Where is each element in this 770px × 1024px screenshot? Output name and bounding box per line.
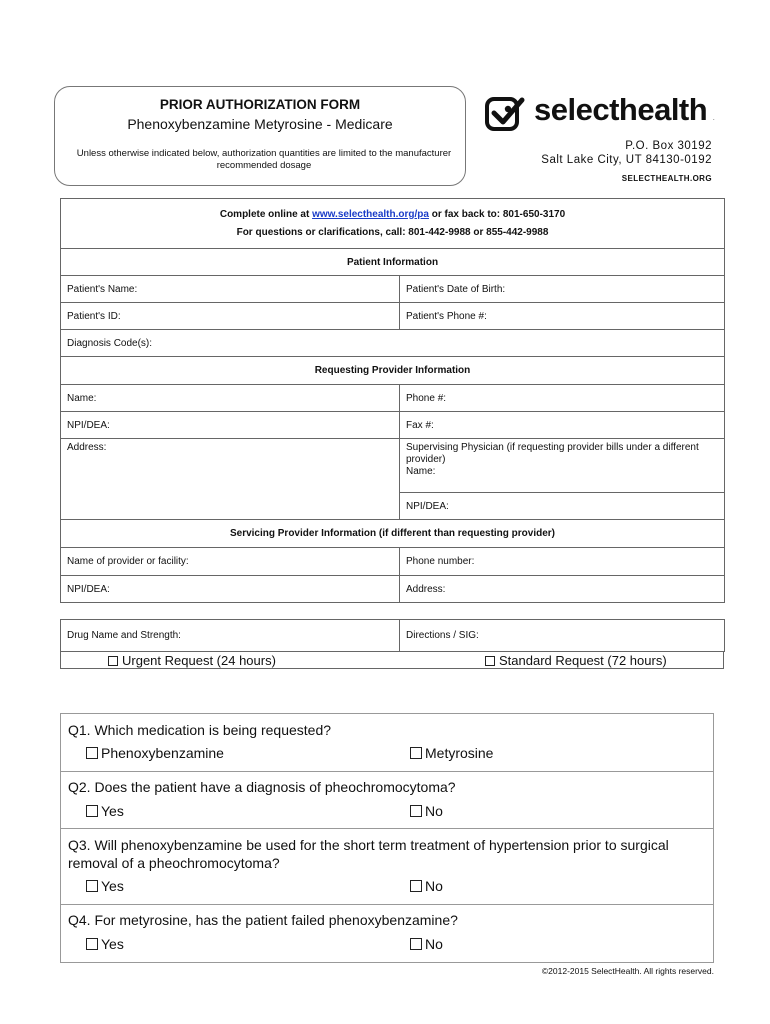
patient-id-field[interactable]: Patient's ID: (61, 303, 400, 330)
question-1: Q1. Which medication is being requested? (68, 722, 332, 738)
drug-table (60, 619, 725, 652)
question-2: Q2. Does the patient have a diagnosis of pheochromocytoma? (68, 779, 456, 795)
q1-option-phenoxybenzamine[interactable] (86, 745, 224, 761)
q4-option-no[interactable] (410, 936, 443, 952)
provider-info-table (60, 198, 725, 603)
supervising-name-label: Name: (406, 466, 436, 477)
servicing-phone-field[interactable]: Phone number: (400, 548, 725, 576)
form-subtitle: Phenoxybenzamine Metyrosine - Medicare (127, 116, 393, 132)
supervising-npi-field[interactable]: NPI/DEA: (400, 493, 725, 520)
option-label: Yes (101, 803, 124, 819)
supervising-physician-label: Supervising Physician (if requesting provider bills under a different provider) (406, 442, 699, 465)
urgent-request-label: Urgent Request (24 hours) (122, 653, 276, 668)
option-label: Yes (101, 878, 124, 894)
checkbox-icon[interactable] (86, 805, 98, 817)
option-label: No (425, 936, 443, 952)
q2-option-yes[interactable] (86, 803, 124, 819)
servicing-name-field[interactable]: Name of provider or facility: (61, 548, 400, 576)
complete-online-prefix: Complete online at (219, 208, 313, 220)
selecthealth-pa-link[interactable]: www.selecthealth.org/pa (312, 208, 429, 220)
option-label: Yes (101, 936, 124, 952)
checkbox-icon[interactable] (108, 656, 118, 666)
requesting-fax-field[interactable]: Fax #: (400, 412, 725, 439)
copyright-footer: ©2012-2015 SelectHealth. All rights reserved. (541, 966, 714, 976)
checkbox-icon[interactable] (410, 747, 422, 759)
directions-sig-field[interactable]: Directions / SIG: (400, 620, 725, 652)
checkbox-icon[interactable] (410, 805, 422, 817)
contact-instructions (61, 199, 725, 249)
question-3: Q3. Will phenoxybenzamine be used for the short term treatment of hypertension prior to surgical removal of a pheochromocytoma? (68, 837, 669, 871)
checkbox-icon[interactable] (86, 938, 98, 950)
patient-section-header: Patient Information (61, 249, 725, 276)
q4-option-yes[interactable] (86, 936, 124, 952)
dosage-note: Unless otherwise indicated below, authorization quantities are limited to the manufacturer recommended dosage (76, 148, 452, 171)
servicing-section-header: Servicing Provider Information (if different than requesting provider) (61, 520, 725, 548)
option-label: Metyrosine (425, 745, 494, 761)
standard-request-label: Standard Request (72 hours) (499, 653, 667, 668)
urgent-request-option[interactable] (108, 653, 276, 668)
requesting-address-field[interactable]: Address: (61, 439, 400, 520)
diagnosis-code-field[interactable]: Diagnosis Code(s): (61, 330, 725, 357)
requesting-section-header: Requesting Provider Information (61, 357, 725, 385)
servicing-address-field[interactable]: Address: (400, 576, 725, 603)
standard-request-option[interactable] (485, 653, 667, 668)
checkbox-icon[interactable] (410, 938, 422, 950)
form-title: PRIOR AUTHORIZATION FORM (159, 97, 361, 112)
option-label: No (425, 878, 443, 894)
questions-phone-text: For questions or clarifications, call: 801-442-9988 or 855-442-9988 (236, 226, 549, 238)
q2-option-no[interactable] (410, 803, 443, 819)
requesting-phone-field[interactable]: Phone #: (400, 385, 725, 412)
question-divider (60, 771, 714, 772)
question-4: Q4. For metyrosine, has the patient failed phenoxybenzamine? (68, 912, 458, 928)
requesting-name-field[interactable]: Name: (61, 385, 400, 412)
q3-option-yes[interactable] (86, 878, 124, 894)
address-po-box: P.O. Box 30192 (625, 140, 712, 152)
patient-name-field[interactable]: Patient's Name: (61, 276, 400, 303)
website-text: SELECTHEALTH.ORG (621, 174, 712, 183)
selecthealth-logo-text: selecthealth (534, 92, 708, 127)
checkbox-icon[interactable] (86, 747, 98, 759)
q1-option-metyrosine[interactable] (410, 745, 493, 761)
drug-name-field[interactable]: Drug Name and Strength: (61, 620, 400, 652)
option-label: Phenoxybenzamine (101, 745, 224, 761)
patient-phone-field[interactable]: Patient's Phone #: (400, 303, 725, 330)
fax-number-text: or fax back to: 801-650-3170 (428, 208, 566, 220)
patient-dob-field[interactable]: Patient's Date of Birth: (400, 276, 725, 303)
servicing-npi-field[interactable]: NPI/DEA: (61, 576, 400, 603)
checkbox-icon[interactable] (86, 880, 98, 892)
option-label: No (425, 803, 443, 819)
question-divider (60, 904, 714, 905)
logo-mark: . (713, 116, 715, 122)
checkbox-icon[interactable] (410, 880, 422, 892)
address-city: Salt Lake City, UT 84130-0192 (541, 154, 712, 166)
selecthealth-logo-icon (484, 94, 526, 134)
supervising-physician-field[interactable] (400, 439, 725, 493)
requesting-npi-field[interactable]: NPI/DEA: (61, 412, 400, 439)
checkbox-icon[interactable] (485, 656, 495, 666)
q3-option-no[interactable] (410, 878, 443, 894)
question-divider (60, 828, 714, 829)
